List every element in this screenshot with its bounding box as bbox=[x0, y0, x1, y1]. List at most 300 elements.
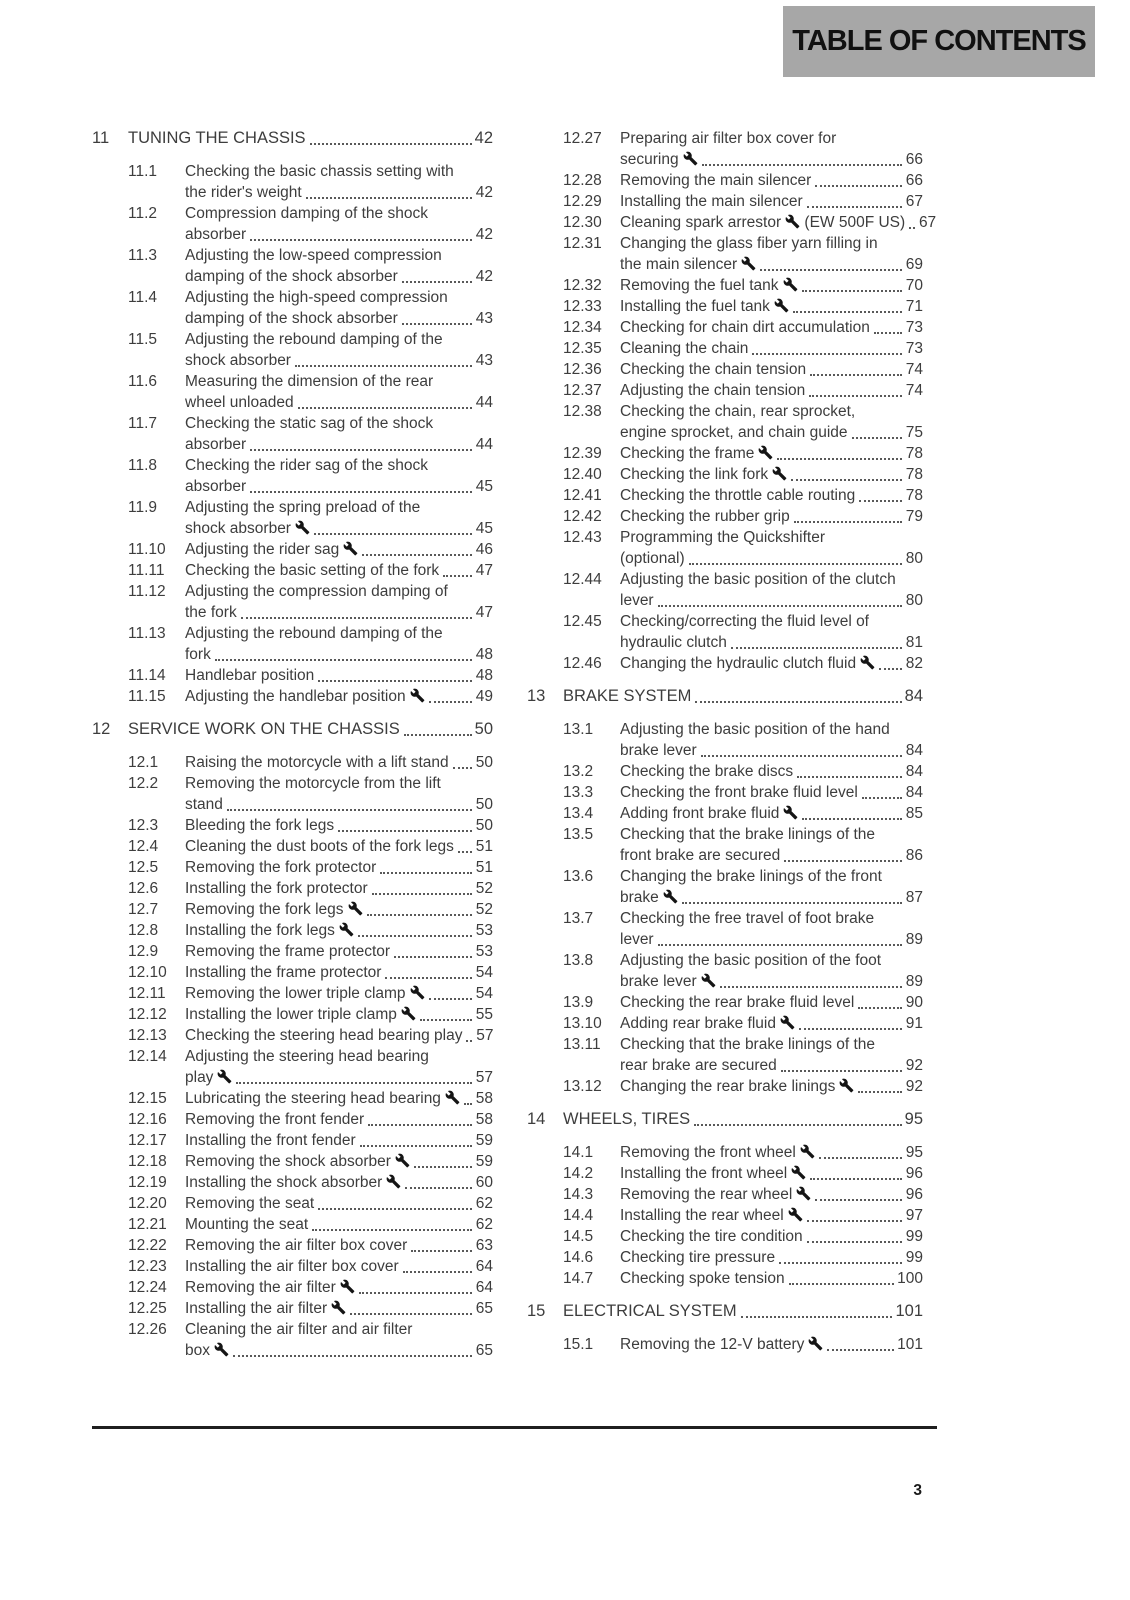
entry-number: 12.33 bbox=[563, 298, 602, 315]
entry-title: Removing the lower triple clamp bbox=[185, 983, 425, 1004]
toc-sub-entry bbox=[527, 1034, 923, 1076]
toc-sub-entry bbox=[527, 761, 923, 782]
entry-title: the main silencer bbox=[620, 254, 756, 275]
entry-number: 12.11 bbox=[128, 985, 166, 1002]
entry-last-line bbox=[620, 275, 923, 296]
toc-sub-entry bbox=[92, 1088, 493, 1109]
toc-sub-entry bbox=[527, 401, 923, 443]
entry-content bbox=[185, 287, 493, 329]
entry-title-line: Adjusting the high-speed compression bbox=[185, 289, 448, 306]
entry-last-line bbox=[185, 983, 493, 1004]
entry-content bbox=[185, 1193, 493, 1214]
entry-content bbox=[185, 497, 493, 539]
entry-page-number: 85 bbox=[905, 805, 923, 822]
dot-leader bbox=[359, 1292, 472, 1294]
entry-page-number: 42 bbox=[474, 129, 493, 147]
entry-title: Installing the air filter bbox=[185, 1298, 346, 1319]
entry-last-line bbox=[185, 1235, 493, 1256]
entry-number: 12.20 bbox=[128, 1195, 167, 1212]
dot-leader bbox=[752, 353, 902, 355]
entry-last-line bbox=[620, 1184, 923, 1205]
toc-sub-entry bbox=[527, 824, 923, 866]
entry-page-number: 75 bbox=[905, 424, 923, 441]
entry-page-number: 65 bbox=[475, 1342, 493, 1359]
wrench-icon bbox=[217, 1069, 232, 1084]
toc-sub-entry bbox=[92, 857, 493, 878]
toc-sub-entry bbox=[527, 950, 923, 992]
dot-leader bbox=[694, 1124, 901, 1126]
entry-title: Installing the lower triple clamp bbox=[185, 1004, 416, 1025]
entry-content bbox=[620, 908, 923, 950]
entry-content bbox=[185, 623, 493, 665]
wrench-icon bbox=[295, 520, 310, 535]
entry-content bbox=[185, 1046, 493, 1088]
header-band bbox=[783, 6, 1095, 77]
entry-content bbox=[620, 866, 923, 908]
entry-title-line: Changing the brake linings of the front bbox=[620, 868, 882, 885]
entry-page-number: 101 bbox=[895, 1302, 923, 1320]
entry-last-line bbox=[185, 962, 493, 983]
wrench-icon bbox=[860, 655, 875, 670]
entry-number: 11.9 bbox=[128, 499, 158, 516]
toc-sub-entry bbox=[92, 329, 493, 371]
entry-number: 12.10 bbox=[128, 964, 167, 981]
entry-title-line: Cleaning the air filter and air filter bbox=[185, 1321, 413, 1338]
entry-content bbox=[185, 455, 493, 497]
entry-last-line bbox=[185, 434, 493, 455]
wrench-icon bbox=[783, 805, 798, 820]
dot-leader bbox=[338, 830, 472, 832]
dot-leader bbox=[779, 1262, 902, 1264]
toc-sub-entry bbox=[92, 539, 493, 560]
entry-title: Installing the main silencer bbox=[620, 193, 803, 210]
wrench-icon bbox=[808, 1336, 823, 1351]
toc-sub-entry bbox=[527, 782, 923, 803]
entry-last-line bbox=[620, 443, 923, 464]
toc-sub-entry bbox=[92, 581, 493, 623]
toc bbox=[92, 128, 937, 1361]
entry-number: 12.9 bbox=[128, 943, 159, 960]
toc-sub-entry bbox=[527, 866, 923, 908]
entry-title: Checking for chain dirt accumulation bbox=[620, 319, 870, 336]
entry-page-number: 95 bbox=[905, 1144, 923, 1161]
entry-last-line bbox=[185, 815, 493, 836]
wrench-icon bbox=[788, 1207, 803, 1222]
entry-last-line bbox=[620, 887, 923, 908]
entry-content bbox=[620, 719, 923, 761]
dot-leader bbox=[701, 755, 902, 757]
entry-title: Checking the steering head bearing play bbox=[185, 1027, 463, 1044]
entry-number: 12.42 bbox=[563, 508, 602, 525]
entry-last-line bbox=[185, 518, 493, 539]
entry-title: SERVICE WORK ON THE CHASSIS bbox=[128, 720, 400, 738]
entry-last-line bbox=[620, 1163, 923, 1184]
entry-title: lever bbox=[620, 931, 654, 948]
dot-leader bbox=[385, 977, 472, 979]
entry-number: 12.32 bbox=[563, 277, 602, 294]
toc-section-entry bbox=[92, 719, 493, 740]
toc-sub-entry bbox=[92, 941, 493, 962]
entry-content bbox=[620, 803, 923, 824]
entry-number: 11.11 bbox=[128, 562, 165, 579]
entry-content bbox=[563, 1301, 923, 1322]
wrench-icon bbox=[386, 1174, 401, 1189]
toc-sub-entry bbox=[92, 686, 493, 707]
entry-last-line bbox=[563, 1109, 923, 1130]
entry-page-number: 80 bbox=[905, 550, 923, 567]
entry-number: 12 bbox=[92, 720, 111, 738]
entry-title: fork bbox=[185, 646, 211, 663]
dot-leader bbox=[702, 164, 902, 166]
dot-leader bbox=[781, 1070, 902, 1072]
entry-page-number: 58 bbox=[475, 1090, 493, 1107]
entry-last-line bbox=[185, 539, 493, 560]
entry-content bbox=[620, 824, 923, 866]
toc-sub-entry bbox=[92, 1193, 493, 1214]
toc-sub-entry bbox=[92, 1256, 493, 1277]
entry-number: 11.2 bbox=[128, 205, 158, 222]
entry-content bbox=[620, 485, 923, 506]
entry-last-line bbox=[185, 1088, 493, 1109]
entry-content bbox=[620, 1268, 923, 1289]
dot-leader bbox=[802, 290, 902, 292]
entry-content bbox=[620, 992, 923, 1013]
entry-last-line bbox=[620, 1226, 923, 1247]
entry-page-number: 45 bbox=[475, 478, 493, 495]
entry-page-number: 79 bbox=[905, 508, 923, 525]
entry-title: Checking the rubber grip bbox=[620, 508, 790, 525]
entry-number: 13.8 bbox=[563, 952, 594, 969]
entry-number: 12.21 bbox=[128, 1216, 167, 1233]
entry-page-number: 54 bbox=[475, 964, 493, 981]
wrench-icon bbox=[839, 1078, 854, 1093]
toc-sub-entry bbox=[92, 920, 493, 941]
wrench-icon bbox=[395, 1153, 410, 1168]
toc-sub-entry bbox=[527, 1184, 923, 1205]
entry-page-number: 84 bbox=[905, 763, 923, 780]
dot-leader bbox=[443, 575, 472, 577]
entry-last-line bbox=[185, 1340, 493, 1361]
entry-number: 12.25 bbox=[128, 1300, 167, 1317]
entry-title: Adjusting the rider sag bbox=[185, 539, 358, 560]
entry-content bbox=[620, 1076, 923, 1097]
entry-number: 11.13 bbox=[128, 625, 166, 642]
entry-title: Adjusting the chain tension bbox=[620, 382, 806, 399]
entry-page-number: 100 bbox=[897, 1270, 923, 1287]
entry-title: Checking the tire condition bbox=[620, 1228, 803, 1245]
entry-title-line: Preparing air filter box cover for bbox=[620, 130, 837, 147]
entry-page-number: 42 bbox=[475, 184, 493, 201]
entry-title-line: Checking the static sag of the shock bbox=[185, 415, 434, 432]
entry-page-number: 89 bbox=[905, 973, 923, 990]
entry-number: 11.4 bbox=[128, 289, 158, 306]
toc-sub-entry bbox=[527, 338, 923, 359]
entry-page-number: 92 bbox=[905, 1057, 923, 1074]
dot-leader bbox=[791, 479, 902, 481]
entry-title: engine sprocket, and chain guide bbox=[620, 424, 848, 441]
entry-number: 13.1 bbox=[563, 721, 594, 738]
entry-title: Removing the air filter box cover bbox=[185, 1237, 408, 1254]
entry-title: Removing the shock absorber bbox=[185, 1151, 410, 1172]
entry-number: 15.1 bbox=[563, 1336, 594, 1353]
entry-last-line bbox=[563, 1301, 923, 1322]
entry-content bbox=[620, 233, 923, 275]
entry-title: Removing the rear wheel bbox=[620, 1184, 811, 1205]
entry-page-number: 59 bbox=[475, 1132, 493, 1149]
entry-number: 12.17 bbox=[128, 1132, 167, 1149]
entry-title: Removing the front wheel bbox=[620, 1142, 815, 1163]
entry-page-number: 78 bbox=[905, 466, 923, 483]
entry-title-line: Adjusting the basic position of the hand bbox=[620, 721, 890, 738]
dot-leader bbox=[859, 500, 902, 502]
entry-title: Removing the fork protector bbox=[185, 859, 377, 876]
dot-leader bbox=[236, 1082, 472, 1084]
entry-page-number: 50 bbox=[475, 817, 493, 834]
entry-last-line bbox=[620, 1013, 923, 1034]
dot-leader bbox=[464, 1103, 472, 1105]
entry-content bbox=[620, 1013, 923, 1034]
entry-title: Cleaning spark arrestor (EW 500F US) bbox=[620, 214, 906, 231]
entry-page-number: 67 bbox=[905, 193, 923, 210]
entry-title-line: Changing the glass fiber yarn filling in bbox=[620, 235, 878, 252]
toc-sub-entry bbox=[527, 464, 923, 485]
entry-content bbox=[620, 212, 937, 233]
dot-leader bbox=[815, 1199, 902, 1201]
toc-sub-entry bbox=[92, 1151, 493, 1172]
wrench-icon bbox=[758, 445, 773, 460]
dot-leader bbox=[689, 563, 902, 565]
toc-sub-entry bbox=[527, 653, 923, 674]
dot-leader bbox=[466, 1040, 472, 1042]
entry-page-number: 74 bbox=[905, 382, 923, 399]
toc-sub-entry bbox=[527, 1247, 923, 1268]
entry-title: Installing the fuel tank bbox=[620, 296, 789, 317]
entry-page-number: 84 bbox=[905, 784, 923, 801]
entry-last-line bbox=[620, 761, 923, 782]
entry-title: Checking the basic setting of the fork bbox=[185, 562, 440, 579]
dot-leader bbox=[807, 206, 902, 208]
dot-leader bbox=[403, 1271, 472, 1273]
entry-content bbox=[620, 611, 923, 653]
entry-last-line bbox=[620, 992, 923, 1013]
entry-number: 11.5 bbox=[128, 331, 158, 348]
entry-number: 12.37 bbox=[563, 382, 602, 399]
dot-leader bbox=[414, 1166, 472, 1168]
dot-leader bbox=[879, 668, 902, 670]
toc-section-entry bbox=[527, 686, 923, 707]
entry-last-line bbox=[185, 350, 493, 371]
entry-title: Removing the fork legs bbox=[185, 899, 363, 920]
toc-sub-entry bbox=[527, 1142, 923, 1163]
toc-sub-entry bbox=[92, 773, 493, 815]
dot-leader bbox=[306, 197, 472, 199]
entry-number: 14.5 bbox=[563, 1228, 594, 1245]
dot-leader bbox=[874, 332, 902, 334]
entry-last-line bbox=[620, 422, 923, 443]
entry-last-line bbox=[620, 254, 923, 275]
toc-sub-entry bbox=[92, 1319, 493, 1361]
entry-title: Checking the rear brake fluid level bbox=[620, 994, 855, 1011]
entry-content bbox=[185, 815, 493, 836]
entry-title: the rider's weight bbox=[185, 184, 302, 201]
toc-sub-entry bbox=[527, 191, 923, 212]
dot-leader bbox=[858, 1091, 902, 1093]
entry-title: Removing the air filter bbox=[185, 1277, 355, 1298]
entry-page-number: 53 bbox=[475, 922, 493, 939]
wrench-icon bbox=[783, 277, 798, 292]
entry-number: 11.12 bbox=[128, 583, 166, 600]
entry-page-number: 95 bbox=[904, 1110, 923, 1128]
dot-leader bbox=[793, 311, 902, 313]
toc-sub-entry bbox=[92, 497, 493, 539]
entry-title: Removing the frame protector bbox=[185, 943, 391, 960]
entry-content bbox=[620, 275, 923, 296]
entry-content bbox=[620, 653, 923, 674]
entry-content bbox=[185, 161, 493, 203]
toc-sub-entry bbox=[527, 1226, 923, 1247]
entry-number: 15 bbox=[527, 1302, 546, 1320]
dot-leader bbox=[250, 491, 472, 493]
entry-number: 12.41 bbox=[563, 487, 602, 504]
toc-sub-entry bbox=[527, 296, 923, 317]
entry-title: absorber bbox=[185, 478, 247, 495]
entry-number: 12.26 bbox=[128, 1321, 167, 1338]
entry-last-line bbox=[620, 338, 923, 359]
entry-page-number: 59 bbox=[475, 1153, 493, 1170]
dot-leader bbox=[807, 1220, 902, 1222]
entry-last-line bbox=[185, 1151, 493, 1172]
toc-sub-entry bbox=[527, 275, 923, 296]
entry-last-line bbox=[620, 506, 923, 527]
entry-number: 14.4 bbox=[563, 1207, 594, 1224]
entry-number: 13.2 bbox=[563, 763, 594, 780]
entry-last-line bbox=[185, 1130, 493, 1151]
toc-sub-entry bbox=[527, 1076, 923, 1097]
toc-sub-entry bbox=[527, 908, 923, 950]
entry-number: 12.1 bbox=[128, 754, 159, 771]
entry-page-number: 67 bbox=[918, 214, 937, 231]
entry-number: 12.8 bbox=[128, 922, 159, 939]
entry-title: Cleaning the chain bbox=[620, 340, 749, 357]
toc-sub-entry bbox=[92, 1046, 493, 1088]
entry-last-line bbox=[620, 929, 923, 950]
entry-title: Installing the front wheel bbox=[620, 1163, 806, 1184]
wrench-icon bbox=[774, 298, 789, 313]
entry-title-line: Compression damping of the shock bbox=[185, 205, 428, 222]
dot-leader bbox=[784, 860, 902, 862]
entry-content bbox=[620, 296, 923, 317]
entry-content bbox=[620, 401, 923, 443]
entry-page-number: 96 bbox=[905, 1165, 923, 1182]
entry-last-line bbox=[128, 128, 493, 149]
entry-number: 13.3 bbox=[563, 784, 594, 801]
entry-content bbox=[185, 983, 493, 1004]
entry-title-line: Measuring the dimension of the rear bbox=[185, 373, 434, 390]
entry-page-number: 84 bbox=[905, 742, 923, 759]
entry-title: Installing the front fender bbox=[185, 1132, 356, 1149]
toc-sub-entry bbox=[92, 560, 493, 581]
entry-content bbox=[185, 1235, 493, 1256]
entry-page-number: 80 bbox=[905, 592, 923, 609]
entry-content bbox=[185, 245, 493, 287]
entry-number: 12.35 bbox=[563, 340, 602, 357]
entry-page-number: 44 bbox=[475, 394, 493, 411]
toc-sub-entry bbox=[92, 203, 493, 245]
entry-last-line bbox=[620, 845, 923, 866]
entry-content bbox=[620, 170, 923, 191]
entry-last-line bbox=[185, 665, 493, 686]
toc-sub-entry bbox=[92, 815, 493, 836]
entry-title-line: Checking the free travel of foot brake bbox=[620, 910, 875, 927]
entry-page-number: 43 bbox=[475, 352, 493, 369]
entry-title: WHEELS, TIRES bbox=[563, 1110, 691, 1128]
dot-leader bbox=[720, 986, 902, 988]
dot-leader bbox=[741, 1316, 893, 1318]
entry-title: Adding front brake fluid bbox=[620, 803, 798, 824]
entry-page-number: 73 bbox=[905, 340, 923, 357]
entry-title: Cleaning the dust boots of the fork legs bbox=[185, 838, 454, 855]
entry-page-number: 99 bbox=[905, 1249, 923, 1266]
entry-title-line: Checking/correcting the fluid level of bbox=[620, 613, 869, 630]
entry-last-line bbox=[185, 752, 493, 773]
entry-number: 12.39 bbox=[563, 445, 602, 462]
entry-last-line bbox=[620, 1268, 923, 1289]
entry-title-line: Adjusting the basic position of the foot bbox=[620, 952, 882, 969]
entry-last-line bbox=[185, 602, 493, 623]
toc-sub-entry bbox=[527, 1163, 923, 1184]
dot-leader bbox=[380, 872, 472, 874]
entry-content bbox=[620, 1205, 923, 1226]
entry-title: shock absorber bbox=[185, 518, 310, 539]
entry-content bbox=[620, 1184, 923, 1205]
entry-last-line bbox=[185, 1256, 493, 1277]
entry-number: 11.15 bbox=[128, 688, 166, 705]
dot-leader bbox=[314, 533, 472, 535]
dot-leader bbox=[215, 659, 472, 661]
entry-page-number: 71 bbox=[905, 298, 923, 315]
entry-title: damping of the shock absorber bbox=[185, 268, 398, 285]
entry-content bbox=[185, 329, 493, 371]
entry-title: damping of the shock absorber bbox=[185, 310, 398, 327]
entry-number: 12.13 bbox=[128, 1027, 167, 1044]
toc-sub-entry bbox=[527, 719, 923, 761]
entry-last-line bbox=[620, 1205, 923, 1226]
entry-title: Changing the hydraulic clutch fluid bbox=[620, 653, 875, 674]
dot-leader bbox=[250, 239, 472, 241]
entry-content bbox=[620, 1226, 923, 1247]
dot-leader bbox=[827, 1349, 894, 1351]
entry-title: play bbox=[185, 1067, 232, 1088]
entry-content bbox=[185, 1025, 493, 1046]
entry-title: absorber bbox=[185, 436, 247, 453]
entry-last-line bbox=[185, 1025, 493, 1046]
toc-sub-entry bbox=[92, 1130, 493, 1151]
entry-last-line bbox=[620, 1247, 923, 1268]
entry-number: 13 bbox=[527, 687, 546, 705]
entry-page-number: 70 bbox=[905, 277, 923, 294]
entry-last-line bbox=[620, 1076, 923, 1097]
entry-title: Raising the motorcycle with a lift stand bbox=[185, 754, 449, 771]
entry-page-number: 42 bbox=[475, 268, 493, 285]
entry-page-number: 64 bbox=[475, 1279, 493, 1296]
entry-title: absorber bbox=[185, 226, 247, 243]
entry-content bbox=[620, 1247, 923, 1268]
entry-page-number: 57 bbox=[475, 1069, 493, 1086]
entry-page-number: 58 bbox=[475, 1111, 493, 1128]
toc-sub-entry bbox=[92, 836, 493, 857]
entry-title: Checking the chain tension bbox=[620, 361, 807, 378]
entry-last-line bbox=[185, 1214, 493, 1235]
